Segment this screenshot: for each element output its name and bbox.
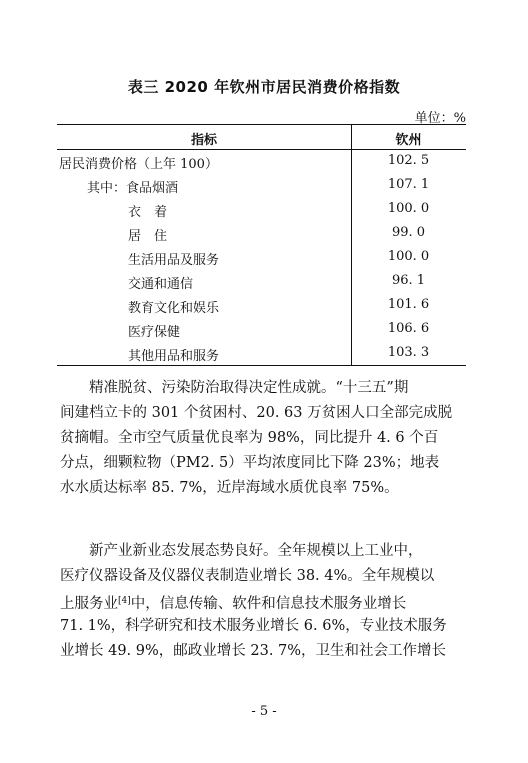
paragraph-line: 贫摘帽。全市空气质量优良率为 98%，同比提升 4. 6 个百 <box>60 430 439 446</box>
row-name: 居 住 <box>128 229 168 244</box>
table-row <box>57 246 466 270</box>
table-unit: 单位：% <box>414 111 466 126</box>
row-name: 交通和通信 <box>128 277 194 292</box>
table-row <box>57 342 466 366</box>
row-name: 生活用品及服务 <box>128 253 220 268</box>
paragraph-text: 上服务业 <box>60 596 118 612</box>
row-name: 衣 着 <box>128 205 168 220</box>
row-value: 99. 0 <box>391 225 426 240</box>
paragraph-poverty-pollution <box>60 376 470 501</box>
paragraph-line <box>60 589 470 614</box>
table-row <box>57 294 466 318</box>
page-number: - 5 - <box>251 704 277 719</box>
table-row <box>57 174 466 198</box>
row-value: 102. 5 <box>387 153 430 168</box>
footnote-marker[interactable]: [4] <box>118 596 131 606</box>
row-name: 医疗保健 <box>128 325 181 340</box>
table-row <box>57 150 466 174</box>
row-name: 其中：食品烟酒 <box>87 181 179 196</box>
paragraph-line: 间建档立卡的 301 个贫困村、20. 63 万贫困人口全部完成脱 <box>60 405 453 421</box>
table-title: 表三 2020 年钦州市居民消费价格指数 <box>127 78 401 96</box>
paragraph-line: 水水质达标率 85. 7%，近岸海域水质优良率 75%。 <box>60 480 399 496</box>
row-value: 100. 0 <box>387 249 430 264</box>
paragraph-line: 业增长 49. 9%，邮政业增长 23. 7%，卫生和社会工作增长 <box>60 643 447 659</box>
table-row <box>57 198 466 222</box>
paragraph-line: 71. 1%，科学研究和技术服务业增长 6. 6%，专业技术服务 <box>60 618 447 634</box>
table-row <box>57 318 466 342</box>
row-value: 100. 0 <box>387 201 430 216</box>
paragraph-new-industries <box>60 539 470 664</box>
row-value: 107. 1 <box>387 177 430 192</box>
row-value: 106. 6 <box>387 321 430 336</box>
table-row <box>57 270 466 294</box>
paragraph-line: 分点，细颗粒物（PM2. 5）平均浓度同比下降 23%；地表 <box>60 455 440 471</box>
paragraph-line: 精准脱贫、污染防治取得决定性成就。“十三五”期 <box>89 380 409 396</box>
paragraph-line: 新产业新业态发展态势良好。全年规模以上工业中， <box>89 543 423 559</box>
table-header-indicator: 指标 <box>190 133 217 148</box>
row-value: 103. 3 <box>387 345 430 360</box>
paragraph-line: 医疗仪器设备及仪器仪表制造业增长 38. 4%。全年规模以 <box>60 568 435 584</box>
row-value: 101. 6 <box>387 297 430 312</box>
row-value: 96. 1 <box>391 273 426 288</box>
paragraph-text: 中，信息传输、软件和信息技术服务业增长 <box>130 596 407 612</box>
row-name: 居民消费价格（上年 100） <box>59 157 218 172</box>
row-name: 其他用品和服务 <box>128 349 220 364</box>
table-row <box>57 222 466 246</box>
row-name: 教育文化和娱乐 <box>128 301 220 316</box>
table-header-qinzhou: 钦州 <box>395 133 422 148</box>
table-top-rule <box>57 124 466 125</box>
